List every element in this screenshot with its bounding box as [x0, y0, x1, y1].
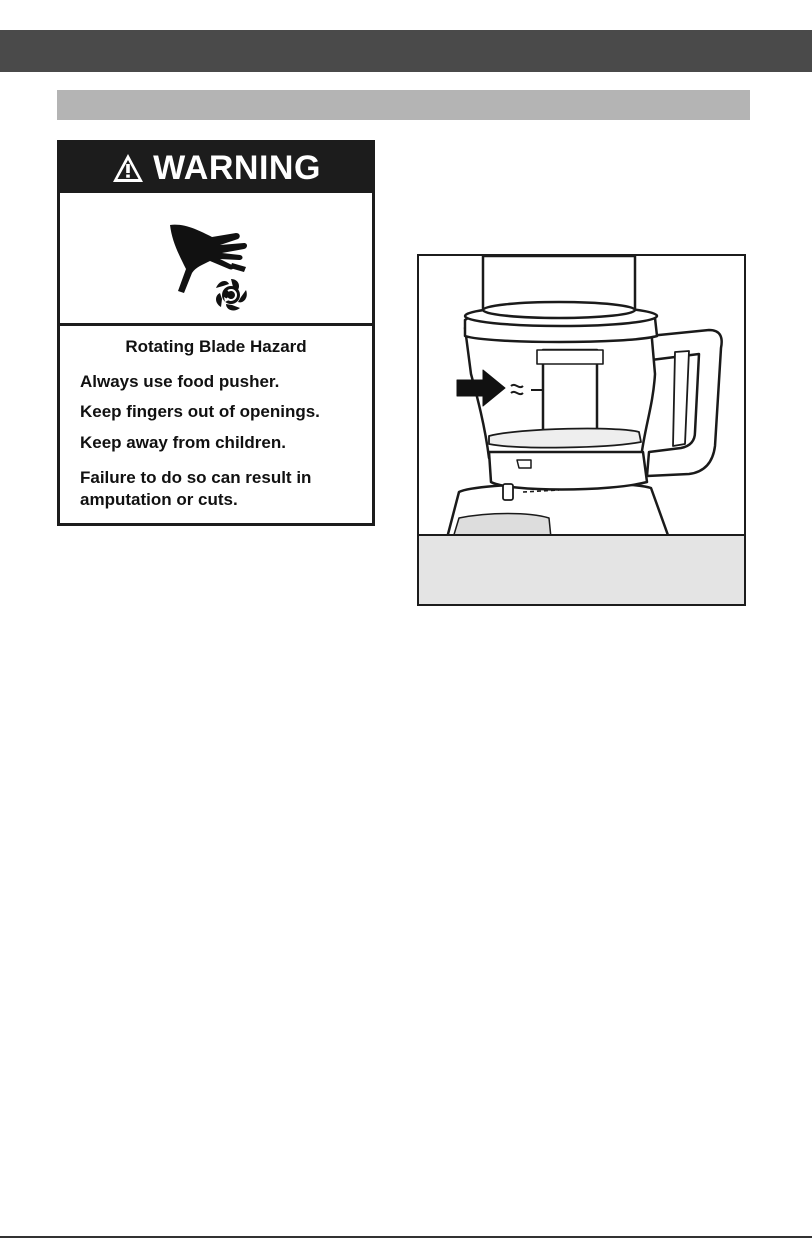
header-band: [0, 30, 812, 72]
figure-caption-box: [419, 534, 744, 604]
warning-header: [60, 143, 372, 193]
hand-blade-hazard-icon: [60, 193, 372, 323]
warning-line-2: Keep fingers out of openings.: [80, 402, 320, 421]
hazard-title: Rotating Blade Hazard: [125, 337, 307, 356]
warning-line-1: Always use food pusher.: [80, 372, 280, 391]
warning-line-3: Keep away from children.: [80, 433, 286, 452]
food-processor-figure: [417, 254, 746, 606]
exclamation-triangle-icon: [111, 152, 145, 184]
warning-title: WARNING: [153, 148, 321, 187]
warning-line-4: Failure to do so can result in amputation or cuts.: [80, 468, 312, 509]
section-heading-band: [57, 90, 750, 120]
food-processor-illustration: [419, 256, 744, 538]
warning-label: [57, 140, 375, 526]
warning-pictogram-area: [60, 193, 372, 326]
page-bottom-rule: [0, 1236, 812, 1238]
